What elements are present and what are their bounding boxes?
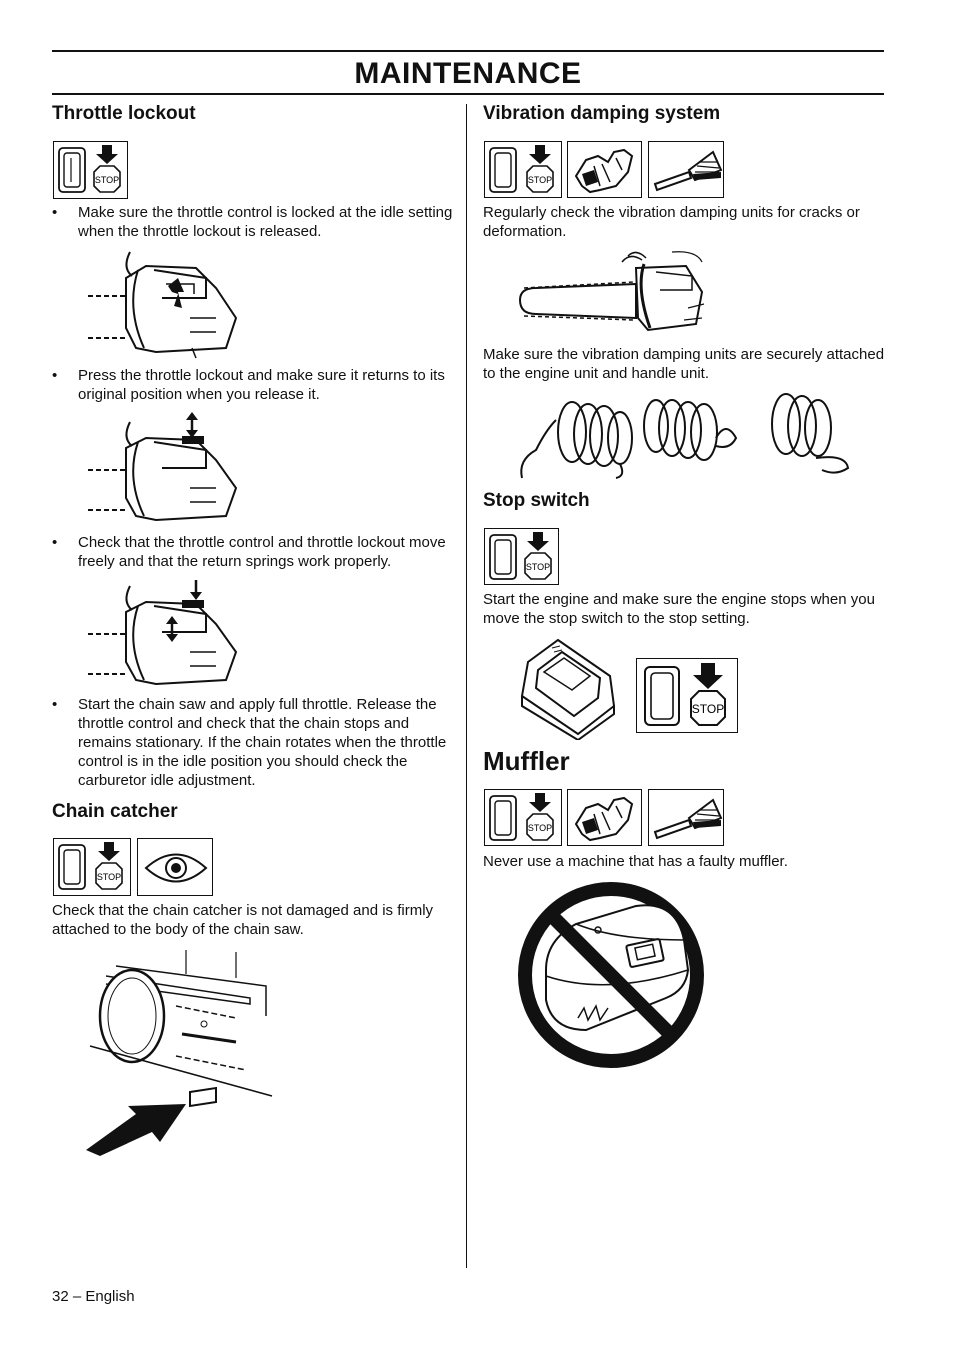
stop-switch-text: Start the engine and make sure the engine stops when you move the stop switch to the stop setting. [483, 591, 875, 627]
stop-engine-icon [484, 528, 559, 585]
stop-switch-illustration [514, 636, 622, 740]
glove-icon [567, 789, 642, 846]
stop-label: STOP [691, 702, 725, 716]
vibration-text-1: Regularly check the vibration damping units for cracks or deformation. [483, 204, 860, 240]
stop-engine-icon [484, 789, 562, 846]
vibration-text-2: Make sure the vibration damping units are securely attached to the engine unit and handle unit. [483, 346, 885, 382]
brush-icon [648, 141, 724, 198]
column-divider [466, 104, 467, 1268]
page-footer: 32 – English [52, 1288, 135, 1305]
muffler-text: Never use a machine that has a faulty muffler. [483, 853, 788, 870]
vibration-saw-illustration [516, 248, 706, 336]
stop-engine-icon [53, 838, 131, 896]
bullet-item: • Start the chain saw and apply full throttle. Release the throttle control and check that the chain stops and remains stationary. If the chain rotates when the throttle control is in the idle position you should check the carburetor idle adjustment. [52, 695, 454, 795]
stop-engine-icon [484, 141, 562, 198]
eye-icon [137, 838, 213, 896]
stop-engine-icon [53, 141, 128, 199]
stop-label: STOP [527, 823, 553, 833]
bullet-item: • Check that the throttle control and throttle lockout move freely and that the return springs work properly. [52, 533, 454, 573]
chain-catcher-heading: Chain catcher [52, 801, 178, 822]
bullet-text: Check that the throttle control and throttle lockout move freely and that the return springs work properly. [78, 534, 446, 570]
throttle-lockout-heading: Throttle lockout [52, 103, 196, 124]
brush-icon [648, 789, 724, 846]
throttle-lockout-illustration-1 [86, 248, 240, 360]
faulty-muffler-prohibited-illustration [516, 880, 706, 1070]
throttle-lockout-illustration-3 [86, 578, 240, 690]
glove-icon [567, 141, 642, 198]
bullet-text: Make sure the throttle control is locked at the idle setting when the throttle lockout is released. [78, 204, 453, 240]
bullet-text: Press the throttle lockout and make sure it returns to its original position when you release it. [78, 367, 445, 403]
stop-label: STOP [527, 175, 553, 185]
page-title: MAINTENANCE [354, 57, 582, 90]
vibration-damping-heading: Vibration damping system [483, 103, 721, 124]
vibration-springs-illustration [516, 390, 852, 484]
chain-catcher-text: Check that the chain catcher is not damaged and is firmly attached to the body of the chain saw. [52, 902, 434, 938]
bullet-text: Start the chain saw and apply full throttle. Release the throttle control and check that the chain stops and remains stationary. If the chain rotates when the throttle control is in the idle position you should check the carburetor idle adjustment. [78, 696, 447, 789]
throttle-lockout-illustration-2 [86, 412, 240, 524]
header-top-rule [52, 50, 884, 52]
bullet-item: • Press the throttle lockout and make sure it returns to its original position when you release it. [52, 366, 454, 406]
stop-label: STOP [96, 872, 122, 882]
muffler-heading: Muffler [483, 746, 570, 776]
stop-engine-icon-large [636, 658, 738, 733]
stop-switch-heading: Stop switch [483, 490, 590, 511]
stop-label: STOP [525, 562, 551, 572]
bullet-item: • Make sure the throttle control is locked at the idle setting when the throttle lockout is released. [52, 204, 453, 240]
stop-label: STOP [94, 175, 120, 185]
chain-catcher-illustration [86, 946, 278, 1156]
header-bottom-rule [52, 93, 884, 95]
